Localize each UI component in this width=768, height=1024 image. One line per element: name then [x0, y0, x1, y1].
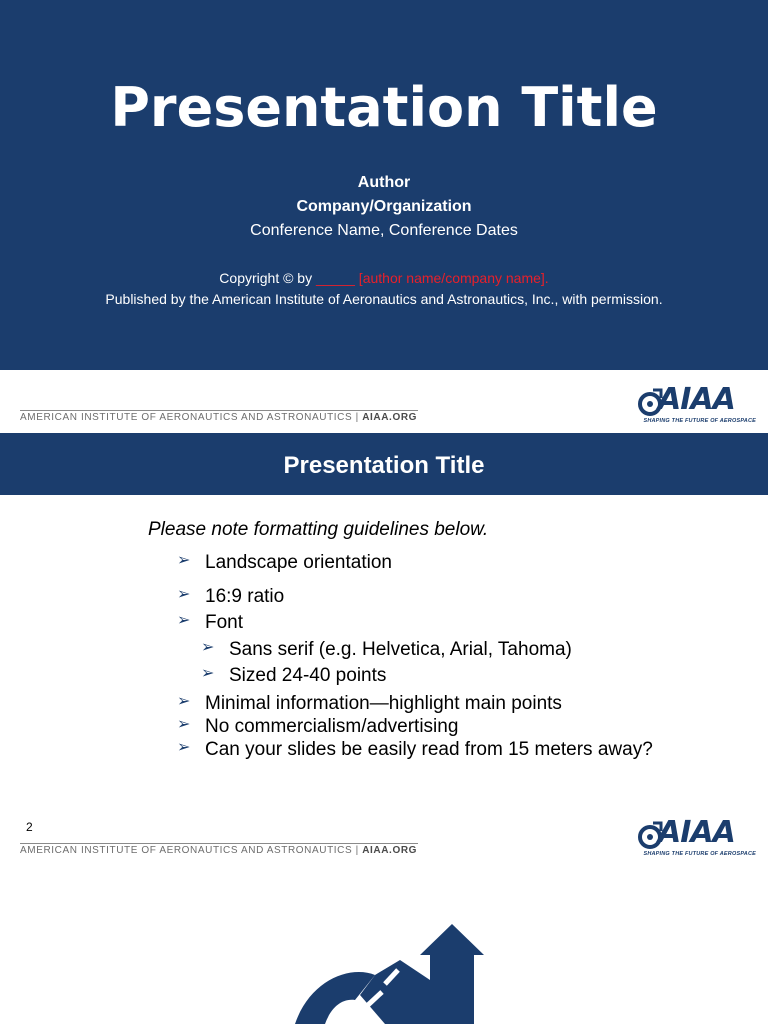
footer-org-name: AMERICAN INSTITUTE OF AERONAUTICS AND ASTRONAUTICS | [20, 845, 363, 856]
arrow-bullet-icon: ➢ [177, 716, 191, 733]
arrow-bullet-icon: ➢ [177, 739, 191, 756]
arrow-bullet-icon: ➢ [177, 612, 191, 629]
bullet-item: ➢ Landscape orientation [177, 552, 392, 573]
aiaa-logo [638, 382, 756, 430]
copyright-prefix: Copyright © by [219, 270, 316, 286]
page-number: 2 [26, 820, 33, 834]
footer-site: AIAA.ORG [362, 845, 418, 856]
footer-org-text [20, 412, 417, 423]
title-slide-title: Presentation Title [110, 76, 658, 139]
sub-bullet-item: ➢ Sans serif (e.g. Helvetica, Arial, Tahoma) [201, 639, 572, 660]
logo-wordmark: AIAA [658, 815, 735, 850]
aiaa-logo [638, 815, 756, 863]
logo-wordmark: AIAA [658, 382, 735, 417]
footer-divider [20, 410, 418, 411]
arrow-bullet-icon: ➢ [177, 693, 191, 710]
footer-org-name: AMERICAN INSTITUTE OF AERONAUTICS AND ASTRONAUTICS | [20, 412, 363, 423]
logo-tagline: SHAPING THE FUTURE OF AEROSPACE [643, 851, 756, 857]
bullet-item: ➢ 16:9 ratio [177, 586, 285, 607]
bullet-item: ➢ Can your slides be easily read from 15 meters away? [177, 739, 653, 760]
aiaa-large-swirl-icon [280, 920, 500, 1024]
organization-name: Company/Organization [296, 198, 472, 215]
arrow-bullet-icon: ➢ [177, 586, 191, 603]
sub-bullet-item: ➢ Sized 24-40 points [201, 665, 387, 686]
arrow-bullet-icon: ➢ [177, 552, 191, 569]
footer-org-text [20, 845, 417, 856]
copyright-placeholder: _____ [author name/company name]. [315, 270, 549, 286]
publication-note: Published by the American Institute of Aeronautics and Astronautics, Inc., with permission. [105, 291, 663, 307]
bullet-item: ➢ Minimal information—highlight main points [177, 693, 562, 714]
arrow-bullet-icon: ➢ [201, 639, 215, 656]
footer-site: AIAA.ORG [362, 412, 418, 423]
bullet-item: ➢ Font [177, 612, 244, 633]
conference-info: Conference Name, Conference Dates [250, 222, 518, 239]
arrow-bullet-icon: ➢ [201, 665, 215, 682]
slide2-intro: Please note formatting guidelines below. [148, 519, 489, 540]
slide2-title: Presentation Title [283, 452, 485, 479]
footer-divider [20, 843, 418, 844]
bullet-item: ➢ No commercialism/advertising [177, 716, 459, 737]
copyright-line [0, 270, 768, 286]
author-name: Author [357, 174, 411, 191]
logo-tagline: SHAPING THE FUTURE OF AEROSPACE [643, 418, 756, 424]
